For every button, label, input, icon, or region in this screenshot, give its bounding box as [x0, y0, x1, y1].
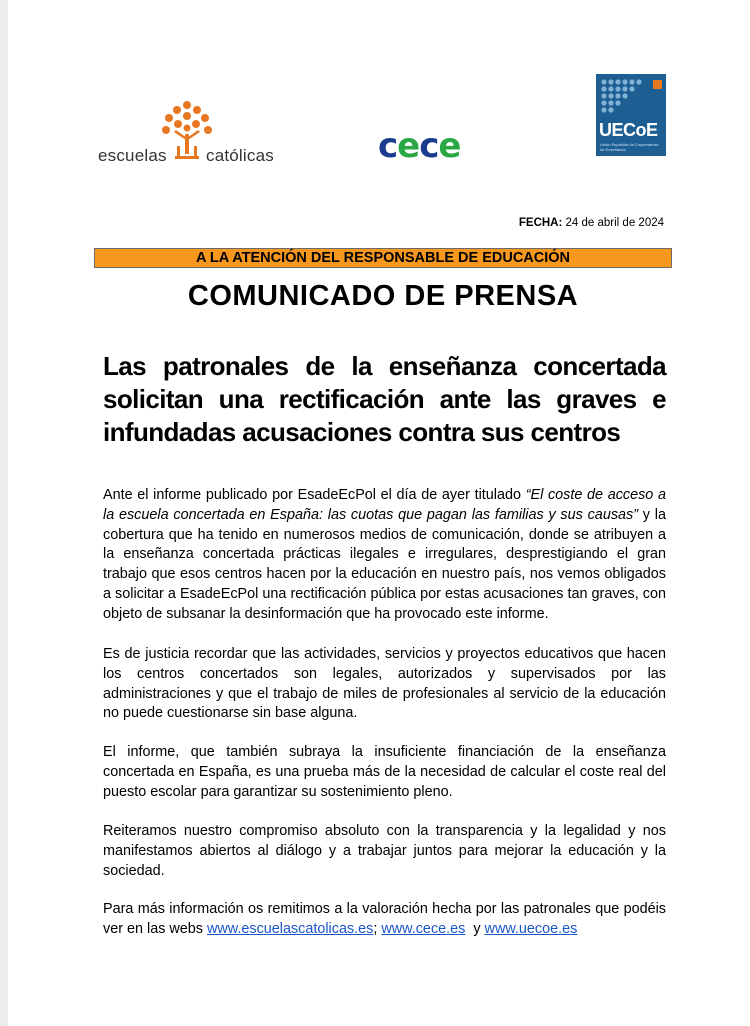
logo-word-catolicas: católicas [206, 146, 274, 165]
link-uecoe[interactable]: www.uecoe.es [484, 920, 578, 937]
link-separator-2: y [465, 920, 485, 937]
report-title-quote: “El coste de acceso a la escuela concertada en España: las cuotas que pagan las familias y sus causas” [103, 487, 666, 523]
uecoe-logo [596, 74, 666, 156]
headline: Las patronales de la enseñanza concertada solicitan una rectificación ante las graves e infundadas acusaciones contra sus centros [103, 351, 666, 447]
paragraph-2: Es de justicia recordar que las actividades, servicios y proyectos educativos que hacen los centros concertados son legales, autorizados y supervisados por las administraciones y que el trabajo de miles de profesionales al servicio de la educación no puede cuestionarse sin base alguna. [103, 646, 666, 722]
date-line [519, 217, 664, 229]
attention-banner: A LA ATENCIÓN DEL RESPONSABLE DE EDUCACIÓN [94, 248, 672, 268]
date-value: 24 de abril de 2024 [565, 217, 664, 229]
paragraph-1-end: y la cobertura que ha tenido en numerosos medios de comunicación, donde se atribuyen a la enseñanza concertada prácticas ilegales e irregulares, desprestigiando el gran trabajo que esos centros hacen por la educación en nuestro país, nos vemos obligados a solicitar a EsadeEcPol una rectificación pública por estas acusaciones tan graves, con objeto de subsanar la desinformación que ha provocado este informe. [103, 506, 666, 622]
cece-letter-2: e [397, 126, 420, 166]
escuelas-catolicas-logo [98, 100, 280, 170]
cece-letter-3: c [419, 126, 439, 166]
paragraph-1 [103, 486, 666, 625]
link-separator-1: ; [373, 920, 382, 937]
uecoe-name: UECoE [599, 120, 658, 140]
page-title: COMUNICADO DE PRENSA [187, 280, 579, 312]
dots-pattern-icon [600, 78, 652, 118]
uecoe-subtitle: Unión Española de Cooperativas de Enseñanza [600, 142, 659, 152]
press-release-page [8, 0, 750, 1026]
paragraph-4: Reiteramos nuestro compromiso absoluto con la transparencia y la legalidad y nos manifestamos abiertos al diálogo y a trabajar juntos para mejorar la educación y la sociedad. [103, 823, 666, 879]
paragraph-5-text: Para más información os remitimos a la valoración hecha por las patronales que podéis ver en las webs [103, 901, 666, 937]
link-escuelascatolicas[interactable]: www.escuelascatolicas.es [206, 920, 374, 937]
paragraph-1-start: Ante el informe publicado por EsadeEcPol el día de ayer titulado [103, 487, 526, 503]
date-label: FECHA: [518, 217, 563, 229]
cece-letter-4: e [438, 126, 461, 166]
cece-logo [378, 126, 460, 166]
paragraph-3: El informe, que también subraya la insuficiente financiación de la enseñanza concertada en España, es una prueba más de la necesidad de calcular el coste real del puesto escolar para garantizar su sostenimiento pleno. [103, 744, 666, 800]
uecoe-orange-square [653, 80, 662, 89]
logo-word-escuelas: escuelas [98, 146, 167, 165]
paragraph-5 [103, 900, 666, 940]
cece-letter-1: c [378, 126, 398, 166]
link-cece[interactable]: www.cece.es [381, 920, 466, 937]
